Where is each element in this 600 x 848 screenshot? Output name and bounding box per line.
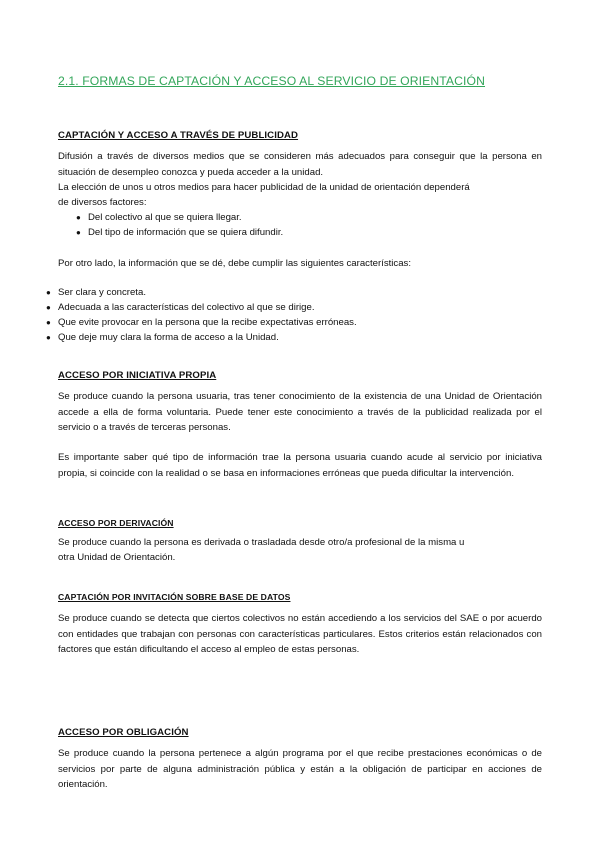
bullet-icon: ● [46,333,51,342]
iniciativa-paragraph-2: Es importante saber qué tipo de información trae la persona usuaria cuando acude al servicio por iniciativa propia, si coincide con la realidad o se basa en informaciones erróneas que pueda dificultar la intervención. [58,452,542,479]
characteristic-list-item [46,330,279,345]
publicidad-paragraph-1: Difusión a través de diversos medios que se consideren más adecuados para conseguir que la persona en situación de desempleo conozca y pueda acceder a la unidad. [58,151,542,178]
bullet-icon: ● [76,213,81,222]
characteristic-list-item [46,285,146,300]
publicidad-paragraph-2-line-1: La elección de unos u otros medios para hacer publicidad de la unidad de orientación dependerá [58,182,470,193]
bullet-icon: ● [46,288,51,297]
publicidad-paragraph-2-line-2: de diversos factores: [58,197,147,208]
derivacion-line-1: Se produce cuando la persona es derivada o trasladada desde otro/a profesional de la misma u [58,537,465,548]
characteristic-text: Adecuada a las características del colectivo al que se dirige. [58,302,315,313]
bullet-icon: ● [46,318,51,327]
publicidad-paragraph-3: Por otro lado, la información que se dé, debe cumplir las siguientes características: [58,258,412,269]
factor-text: Del colectivo al que se quiera llegar. [88,212,242,223]
page-title: 2.1. FORMAS DE CAPTACIÓN Y ACCESO AL SERVICIO DE ORIENTACIÓN [58,74,486,88]
factor-list-item [76,225,283,240]
heading-invitacion: CAPTACIÓN POR INVITACIÓN SOBRE BASE DE DATOS [58,592,291,602]
characteristic-list-item [46,300,315,315]
obligacion-paragraph: Se produce cuando la persona pertenece a algún programa por el que recibe prestaciones económicas o de servicios por parte de alguna administración pública y están a la obligación de participar en acciones de orientación. [58,748,542,791]
heading-iniciativa-propia: ACCESO POR INICIATIVA PROPIA [58,370,217,381]
characteristic-text: Ser clara y concreta. [58,287,146,298]
bullet-icon: ● [46,303,51,312]
heading-derivacion: ACCESO POR DERIVACIÓN [58,518,174,528]
heading-publicidad: CAPTACIÓN Y ACCESO A TRAVÉS DE PUBLICIDAD [58,130,299,141]
iniciativa-paragraph-1: Se produce cuando la persona usuaria, tras tener conocimiento de la existencia de una Unidad de Orientación accede a ella de forma voluntaria. Puede tener este conocimiento a través de la publicidad realizada por el servicio o a través de terceras personas. [58,391,542,434]
characteristic-text: Que evite provocar en la persona que la recibe expectativas erróneas. [58,317,357,328]
characteristic-text: Que deje muy clara la forma de acceso a la Unidad. [58,332,279,343]
characteristic-list-item [46,315,357,330]
factor-list-item [76,210,242,225]
bullet-icon: ● [76,228,81,237]
heading-obligacion: ACCESO POR OBLIGACIÓN [58,727,189,738]
derivacion-line-2: otra Unidad de Orientación. [58,552,176,563]
factor-text: Del tipo de información que se quiera difundir. [88,227,284,238]
invitacion-paragraph: Se produce cuando se detecta que ciertos colectivos no están accediendo a los servicios del SAE o por acuerdo con entidades que trabajan con personas con características particulares. Estos criterios están relacionados con factores que están dificultando el acceso al empleo de estas personas. [58,613,542,656]
